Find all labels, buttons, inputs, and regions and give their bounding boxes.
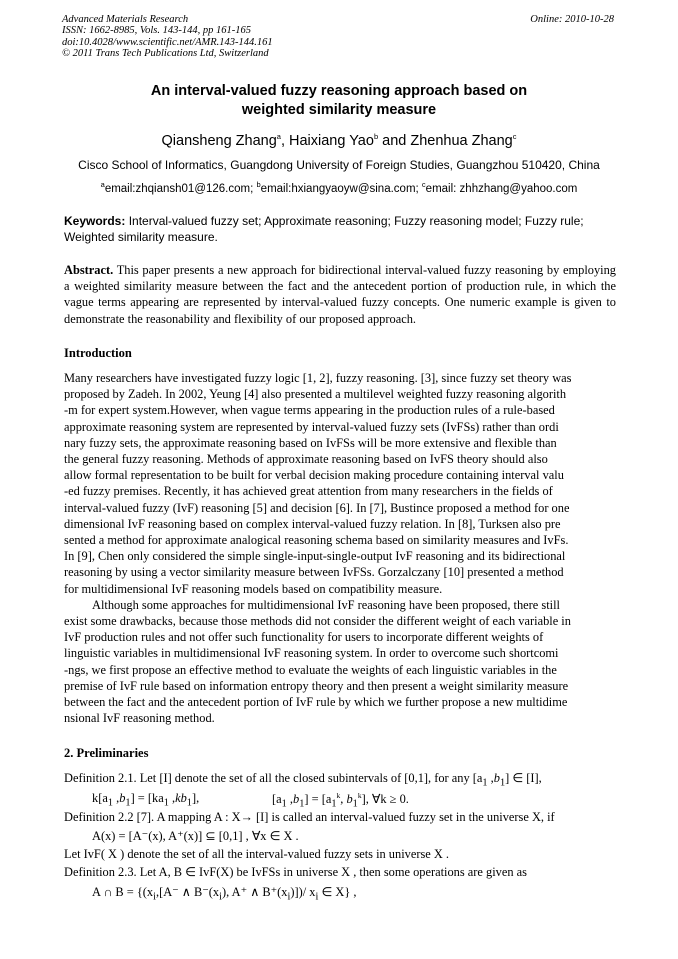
definition-2-2: Definition 2.2 [7]. A mapping A : X→ [I] is called an interval-valued fuzzy set in the universe X, if — [64, 810, 555, 824]
online-date: Online: 2010-10-28 — [530, 14, 614, 25]
intro-line: linguistic variables in multidimensional IvF reasoning system. In order to overcome such shortcomi — [64, 646, 559, 661]
keywords-text: Interval-valued fuzzy set; Approximate reasoning; Fuzzy reasoning model; Fuzzy rule; Weighted similarity measure. — [64, 214, 584, 244]
intro-line: -ngs, we first propose an effective method to evaluate the weights of each linguistic variables in the — [64, 662, 557, 677]
abstract-text: This paper presents a new approach for bidirectional interval-valued fuzzy reasoning by employing a weighted similarity measure between the fact and the antecedent portion of production rule, in which the vague terms appearing are represented by interval-valued fuzzy concepts. One numeric example is given to demonstrate the reasonability and flexibility of our proposed approach. — [64, 263, 616, 326]
equation-text: ], ∀k ≥ 0. — [361, 792, 409, 807]
intro-line: Many researchers have investigated fuzzy logic [1, 2], fuzzy reasoning. [3], since fuzzy set theory was — [64, 371, 572, 385]
intro-line: IvF production rules and not offer such functionality for users to incorporate different weights of — [64, 630, 544, 645]
author-name: Qiansheng Zhang — [161, 132, 277, 149]
title-line-2: weighted similarity measure — [241, 102, 437, 118]
author-sup: a — [276, 132, 281, 141]
equation-text: ] = [ka — [130, 791, 164, 805]
intro-line: sented a method for approximate analogical reasoning schema based on similarity measures and IvFs. — [64, 533, 569, 548]
intro-line: exist some drawbacks, because those methods did not consider the different weight of each variable in — [64, 614, 571, 629]
author-separator: and — [378, 132, 411, 149]
subscript: 1 — [107, 797, 113, 809]
superscript: k — [357, 791, 362, 800]
definition-text: Definition 2.1. Let [I] denote the set of all the closed subintervals of [0,1], for any [a — [64, 771, 483, 785]
paper-title — [60, 82, 618, 120]
keywords-label: Keywords: — [64, 214, 126, 228]
definition-2-3: Definition 2.3. Let A, B ∈ IvF(X) be IvFSs in universe X , then some operations are given as — [64, 865, 527, 879]
intro-line: between the fact and the antecedent portion of IvF rule by which we further propose a new multidime — [64, 695, 568, 710]
equation-text: ,[A⁻ ∧ B⁻(x — [156, 885, 220, 899]
definition-text: ] ∈ [I], — [505, 771, 542, 785]
intro-line: -m for expert system.However, when vague terms appearing in the production rules of a rule-based — [64, 403, 555, 418]
definition-2-1-equation-scalar: $k[a_1$ $,b_1] = [ka_1$ $,kb_1$], — [92, 791, 200, 809]
subscript: 1 — [331, 798, 337, 810]
subscript: i — [287, 891, 291, 903]
subscript: 1 — [163, 797, 169, 809]
subscript: 1 — [186, 797, 192, 809]
email-address: email: zhhzhang@yahoo.com — [425, 182, 578, 195]
email-address: email:zhqiansh01@126.com; — [104, 182, 257, 195]
intro-line: nsional IvF reasoning method. — [64, 711, 215, 726]
definition-2-1: Definition 2.1. Let [I] denote the set of all the closed subintervals of [0,1], for any [$a_1$ $,b_1$] ∈ [I], — [64, 771, 542, 789]
preliminaries-heading: 2. Preliminaries — [64, 746, 149, 760]
email-sup: a — [100, 180, 105, 189]
definition-2-2-equation: A(x) = [A⁻(x), A⁺(x)] ⊆ [0,1] , ∀x ∈ X . — [92, 829, 299, 843]
intro-line: proposed by Zadeh. In 2002, Yeung [4] also presented a multilevel weighted fuzzy reasoning algorith — [64, 387, 567, 402]
intro-line: nary fuzzy sets, the approximate reasoning based on IvFSs will be more extensive and flexible than — [64, 435, 557, 450]
superscript: k — [336, 791, 341, 800]
author-sup: b — [373, 132, 379, 141]
issn-line: ISSN: 1662-8985, Vols. 143-144, pp 161-165 — [62, 25, 251, 37]
journal-header — [62, 14, 273, 60]
introduction-heading: Introduction — [64, 346, 132, 360]
equation-text: ), A⁺ ∧ B⁺(x — [221, 885, 288, 899]
intro-line: -ed fuzzy premises. Recently, it has achieved great attention from many researchers in the fields of — [64, 484, 553, 499]
author-separator: , — [280, 132, 290, 149]
definition-2-1-equation-power: [$a_1$ $,b_1] = [a_1^k$, $b_1^k$], ∀k ≥ 0. — [272, 791, 409, 810]
definition-2-3-equation — [92, 884, 356, 902]
subscript: i — [315, 891, 319, 903]
author-name: Haixiang Yao — [289, 132, 374, 149]
email-address: email:hxiangyaoyw@sina.com; — [260, 182, 422, 195]
subscript: 1 — [352, 798, 358, 810]
author-name: Zhenhua Zhang — [410, 132, 513, 149]
equation-text: ], — [191, 791, 200, 805]
equation-text: [a — [272, 792, 282, 807]
equation-text: ∈ X} , — [318, 885, 357, 899]
equation-text: A ∩ B = {(x — [92, 885, 154, 899]
intro-line: for multidimensional IvF reasoning models based on compatibility measure. — [64, 581, 443, 596]
intro-line: approximate reasoning system are represented by interval-valued fuzzy sets (IvFSs) rather than ordi — [64, 419, 559, 434]
intro-line: allow formal representation to be built for verbal decision making procedure containing interval valu — [64, 468, 564, 483]
subscript: 1 — [299, 798, 305, 810]
copyright-line: © 2011 Trans Tech Publications Ltd, Switzerland — [62, 48, 269, 60]
subscript: 1 — [499, 777, 506, 789]
doi-line: doi:10.4028/www.scientific.net/AMR.143-144.161 — [62, 36, 273, 48]
subscript: 1 — [125, 797, 131, 809]
intro-line: premise of IvF rule based on information entropy theory and then present a weight similarity measure — [64, 678, 569, 693]
ivf-notation-line: Let IvF( X ) denote the set of all the interval-valued fuzzy sets in universe X . — [64, 847, 450, 861]
intro-line: Although some approaches for multidimensional IvF reasoning have been proposed, there still — [92, 597, 560, 612]
intro-line: In [9], Chen only considered the simple single-input-single-output IvF reasoning and its bidirectional — [64, 549, 566, 564]
affiliation: Cisco School of Informatics, Guangdong University of Foreign Studies, Guangzhou 510420, China — [78, 158, 600, 172]
equation-text: ] = [a — [304, 792, 332, 807]
email-line — [40, 180, 638, 195]
keywords — [64, 213, 616, 245]
author-sup: c — [512, 132, 517, 141]
title-line-1: An interval-valued fuzzy reasoning approach based on — [150, 83, 528, 99]
abstract-label: Abstract. — [64, 263, 114, 277]
subscript: i — [153, 891, 156, 903]
subscript: i — [219, 891, 222, 903]
intro-line: dimensional IvF reasoning based on complex interval-valued fuzzy relation. In [8], Turksen also pre — [64, 516, 561, 531]
equation-text: )])/ x — [290, 885, 316, 899]
introduction-body — [64, 370, 616, 726]
email-sup: c — [421, 180, 426, 189]
authors — [60, 132, 618, 149]
journal-name: Advanced Materials Research — [62, 14, 189, 25]
equation-text: k[a — [92, 791, 108, 805]
email-sup: b — [256, 180, 261, 189]
intro-line: interval-valued fuzzy (IvF) reasoning [5] and decision [6]. In [7], Bustince proposed a method for one — [64, 500, 570, 515]
subscript: 1 — [281, 798, 287, 810]
abstract — [64, 262, 616, 327]
intro-line: the general fuzzy reasoning. Methods of approximate reasoning based on IvFS theory should also — [64, 452, 548, 467]
subscript: 1 — [482, 777, 488, 789]
intro-line: reasoning by using a vector similarity measure between IvFSs. Gorzalczany [10] presented a method — [64, 565, 564, 580]
